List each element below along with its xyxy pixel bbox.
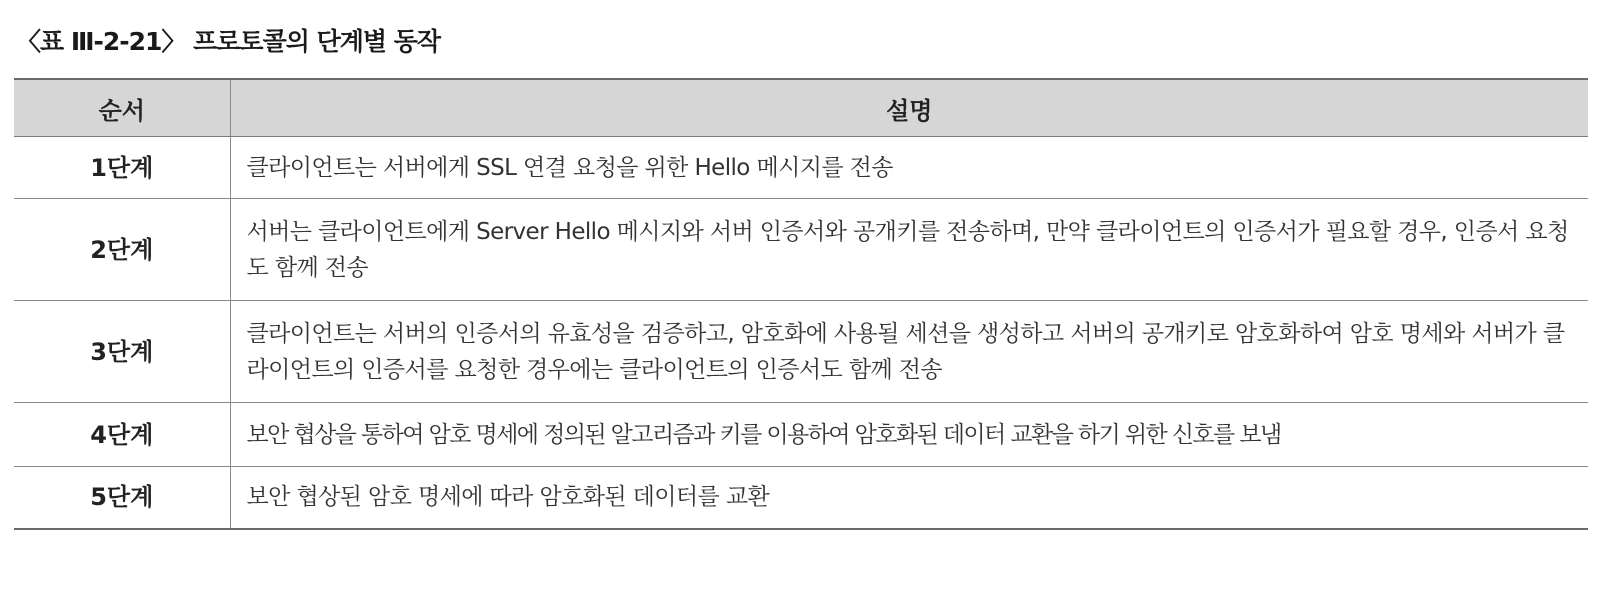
table-header-row [14, 79, 1588, 137]
table-row [14, 403, 1588, 467]
row-step-2: 2단계 [14, 199, 230, 301]
table-caption: 〈표 Ⅲ-2-21〉 프로토콜의 단계별 동작 [16, 27, 441, 56]
row-description-4: 보안 협상을 통하여 암호 명세에 정의된 알고리즘과 키를 이용하여 암호화된 데이터 교환을 하기 위한 신호를 보냄 [230, 403, 1588, 467]
protocol-steps-table [14, 78, 1588, 530]
header-step: 순서 [14, 79, 230, 137]
row-description-1: 클라이언트는 서버에게 SSL 연결 요청을 위한 Hello 메시지를 전송 [230, 137, 1588, 199]
table-row [14, 137, 1588, 199]
table-row [14, 467, 1588, 529]
row-step-5: 5단계 [14, 467, 230, 529]
row-step-1: 1단계 [14, 137, 230, 199]
row-step-4: 4단계 [14, 403, 230, 467]
table-row [14, 199, 1588, 301]
row-description-2: 서버는 클라이언트에게 Server Hello 메시지와 서버 인증서와 공개키를 전송하며, 만약 클라이언트의 인증서가 필요할 경우, 인증서 요청도 함께 전송 [230, 199, 1588, 301]
row-step-3: 3단계 [14, 301, 230, 403]
header-description: 설명 [230, 79, 1588, 137]
table-row [14, 301, 1588, 403]
row-description-3: 클라이언트는 서버의 인증서의 유효성을 검증하고, 암호화에 사용될 세션을 생성하고 서버의 공개키로 암호화하여 암호 명세와 서버가 클라이언트의 인증서를 요청한 경우에는 클라이언트의 인증서도 함께 전송 [230, 301, 1588, 403]
row-description-5: 보안 협상된 암호 명세에 따라 암호화된 데이터를 교환 [230, 467, 1588, 529]
